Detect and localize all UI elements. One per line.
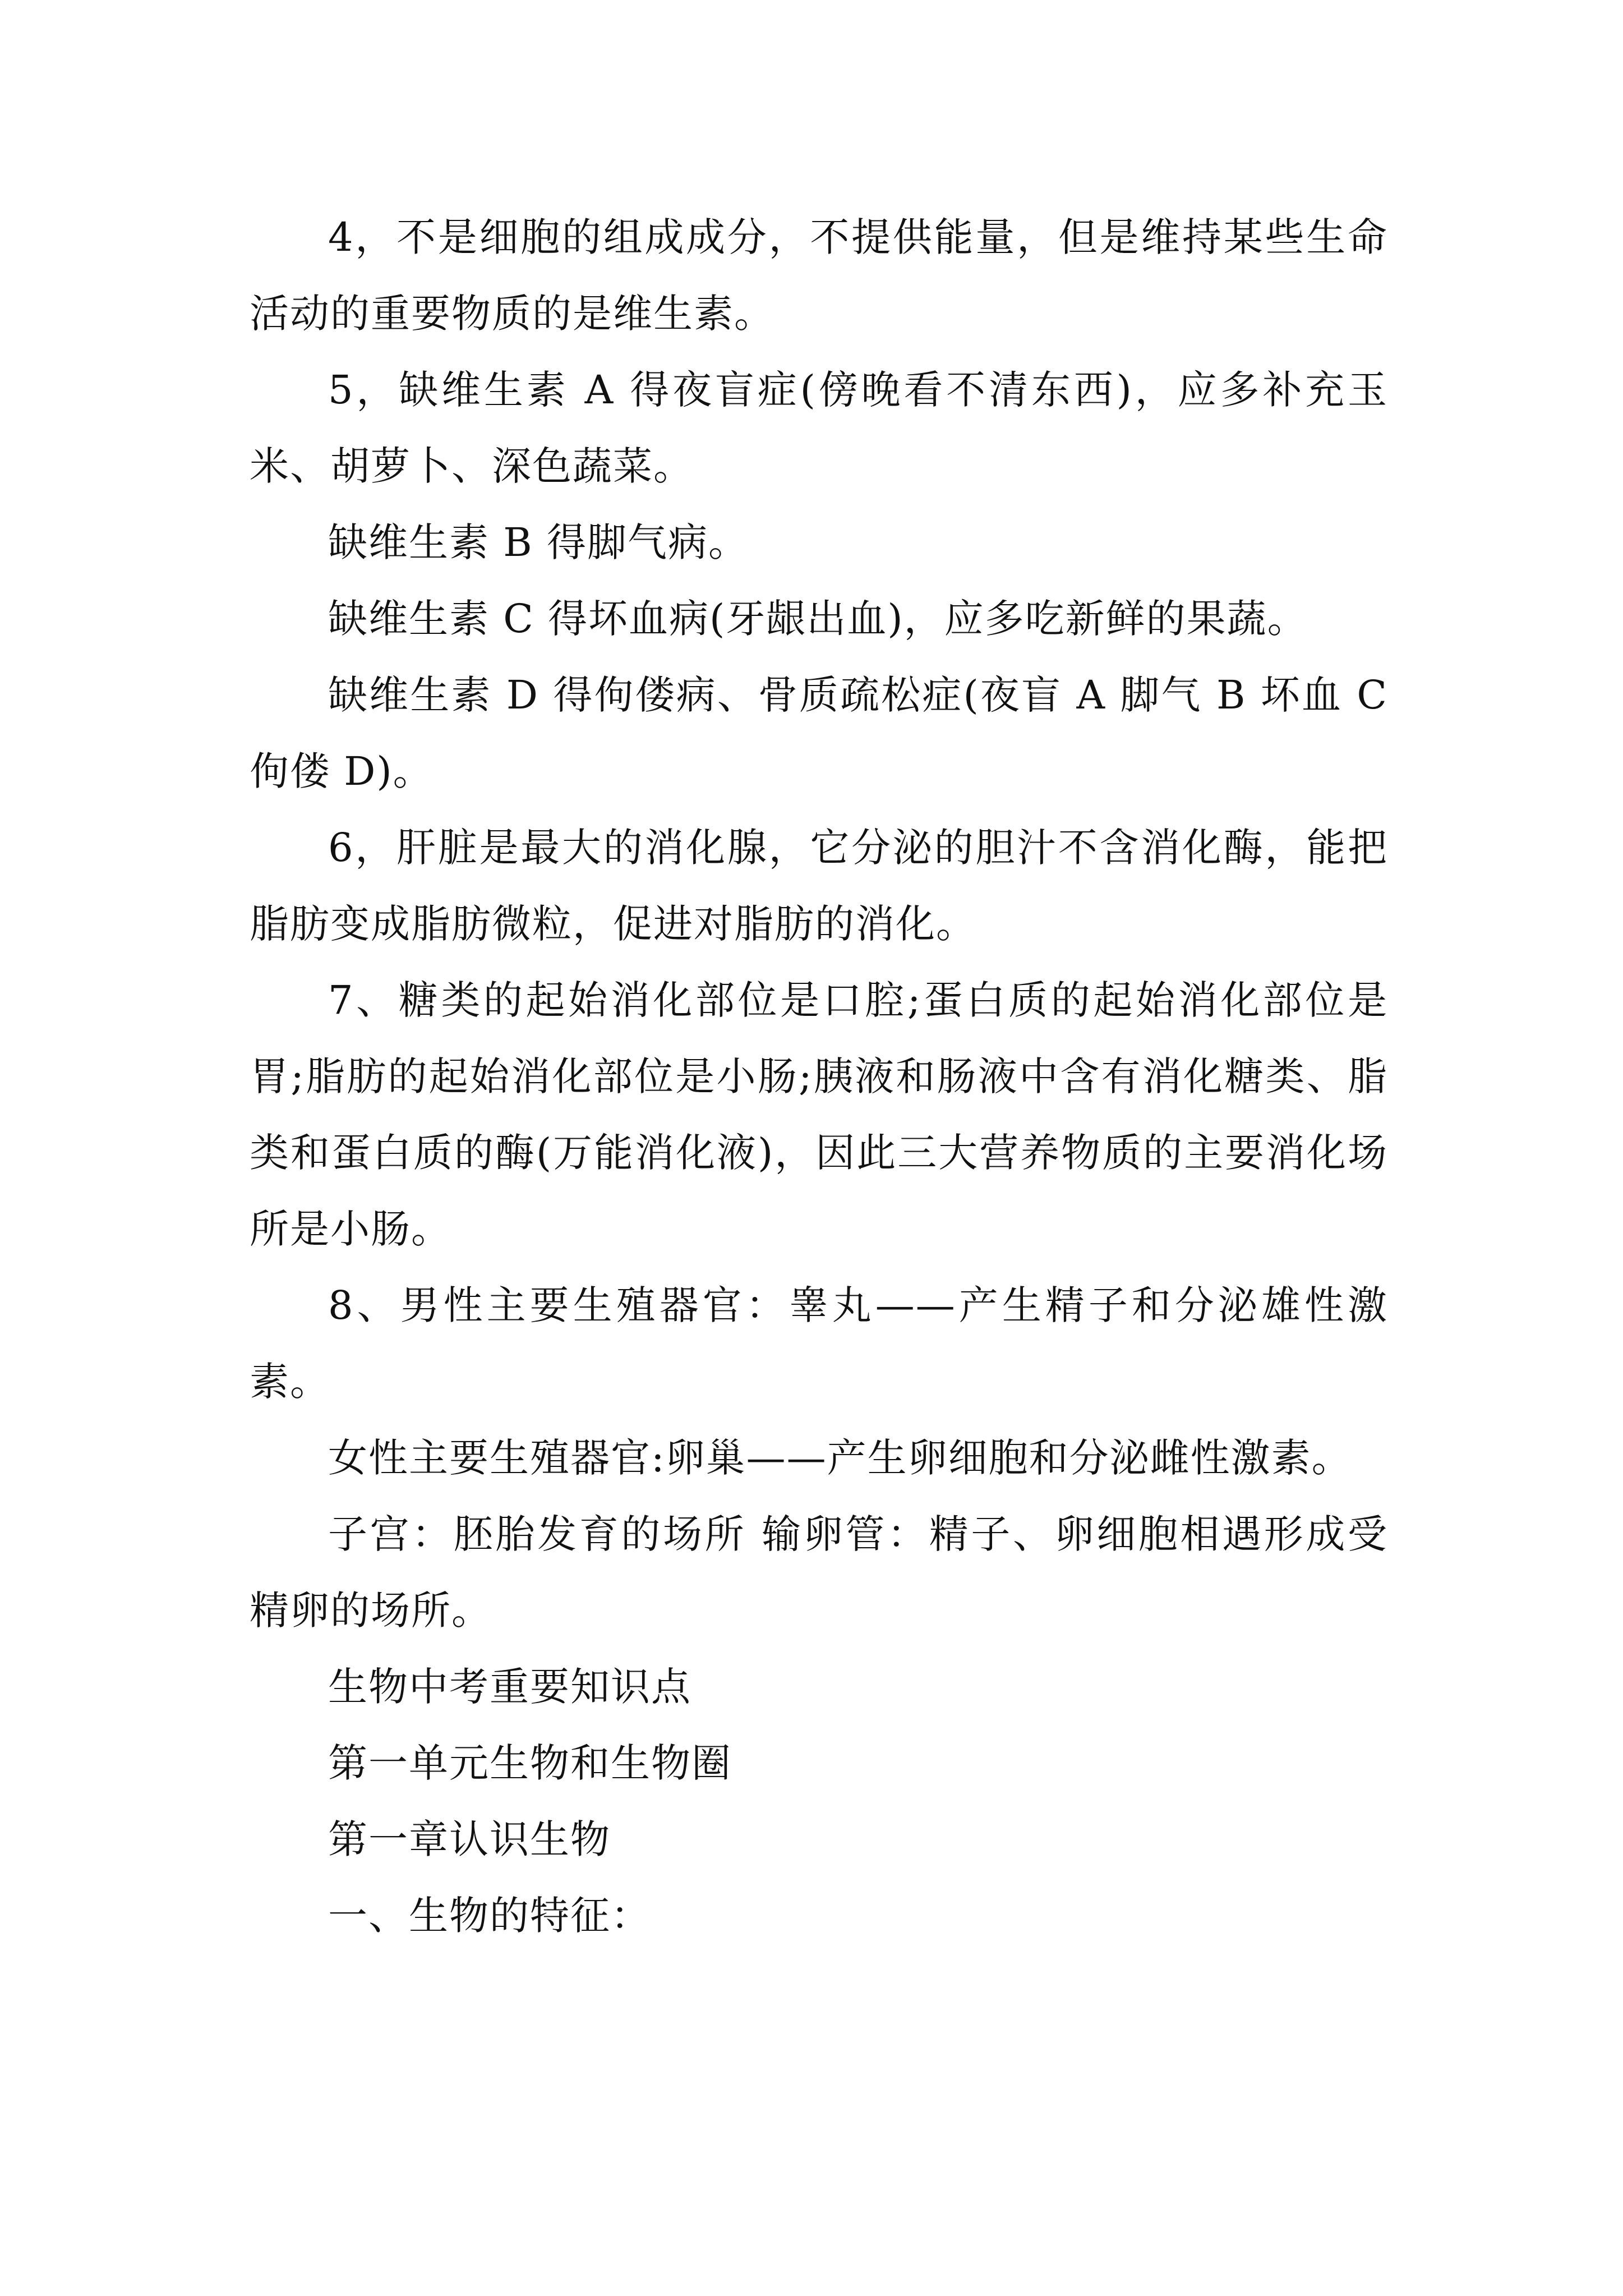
paragraph-vitamin-intro: 4，不是细胞的组成成分，不提供能量，但是维持某些生命活动的重要物质的是维生素。: [250, 214, 1388, 337]
paragraph-vitamin-c: 缺维生素 C 得坏血病(牙龈出血)，应多吃新鲜的果蔬。: [328, 596, 1308, 642]
paragraph-male-organs: 8、男性主要生殖器官：睾丸——产生精子和分泌雄性激素。: [250, 1282, 1388, 1405]
paragraph-vitamin-d: 缺维生素 D 得佝偻病、骨质疏松症(夜盲 A 脚气 B 坏血 C 佝偻 D)。: [250, 672, 1388, 794]
heading-knowledge-points: 生物中考重要知识点: [328, 1664, 691, 1710]
paragraph-digestion: 7、糖类的起始消化部位是口腔;蛋白质的起始消化部位是胃;脂肪的起始消化部位是小肠;胰液和肠液中含有消化糖类、脂类和蛋白质的酶(万能消化液)，因此三大营养物质的主要消化场所是小肠。: [250, 977, 1388, 1252]
heading-unit-one: 第一单元生物和生物圈: [328, 1740, 732, 1786]
paragraph-liver: 6，肝脏是最大的消化腺，它分泌的胆汁不含消化酶，能把脂肪变成脂肪微粒，促进对脂肪的消化。: [250, 825, 1388, 947]
paragraph-female-organs: 女性主要生殖器官:卵巢——产生卵细胞和分泌雌性激素。: [328, 1435, 1352, 1481]
heading-chapter-one: 第一章认识生物: [328, 1816, 611, 1862]
heading-features: 一、生物的特征：: [328, 1893, 651, 1939]
paragraph-uterus: 子宫：胚胎发育的场所 输卵管：精子、卵细胞相遇形成受精卵的场所。: [250, 1511, 1388, 1634]
paragraph-vitamin-a: 5，缺维生素 A 得夜盲症(傍晚看不清东西)，应多补充玉米、胡萝卜、深色蔬菜。: [250, 367, 1388, 489]
paragraph-vitamin-b: 缺维生素 B 得脚气病。: [328, 519, 749, 565]
document-page: [250, 199, 1388, 1954]
